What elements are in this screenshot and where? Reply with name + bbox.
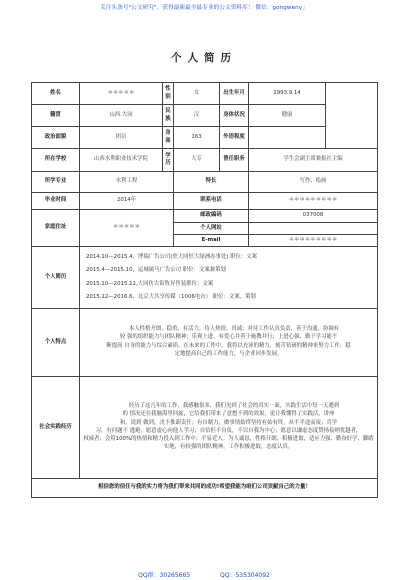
experience-item: 2015.10—2015.12,大同仿古街牧昇售装职位：文案 bbox=[86, 280, 214, 287]
grad-label: 毕业时间 bbox=[32, 193, 80, 210]
height-label: 身高 bbox=[163, 127, 174, 149]
email-label: E-mail bbox=[174, 235, 249, 247]
traits-line: 断提高 自身的能力与综合素质。在未来的工作中，我将以充沛的精力，刻苦钻研的精神来努力工作，稳 bbox=[106, 342, 351, 349]
address-label: 家庭住址 bbox=[32, 210, 80, 247]
school-value: 山西水利职业技术学院 bbox=[80, 149, 163, 172]
traits-line: 本人性格开朗、稳重、有活力，待人热情、真诚；对待工作认真负责，善于沟通、协调有 bbox=[128, 325, 340, 332]
address-value: ＊＊＊＊＊ bbox=[80, 210, 174, 247]
footer-qq-group: QQ群：30265665 bbox=[138, 572, 191, 579]
footer-qq: QQ：535304092 bbox=[220, 572, 270, 579]
origin-label: 籍贯 bbox=[32, 105, 80, 127]
gender-label: 性别 bbox=[163, 83, 174, 105]
email-value: ＊＊＊＊＊＊＊＊＊ bbox=[249, 235, 378, 247]
birth-label: 出生年月 bbox=[220, 83, 249, 105]
traits-line: 定地提高自己的工作能力，与企业同步发展。 bbox=[174, 350, 283, 357]
social-line: 的 情况还在我脑海里回旋，它给我们带来了意想不到的效果，更让我懂得了实践活，讲座 bbox=[122, 411, 335, 418]
social-line: 权威者；会用100%的热情和精力投入到工作中；平易近人。为人诚恳，性格开朗，积极进取，适应力强、勤奋好学、脚踏实地，有较强的团队精神，工作积极进取，态度认真。 bbox=[83, 436, 374, 450]
skill-value: 写作、绘画 bbox=[249, 172, 378, 193]
health-value: 健康 bbox=[249, 105, 326, 127]
name-value: ＊＊＊＊＊ bbox=[80, 83, 163, 105]
social-text bbox=[80, 377, 378, 479]
zip-value: 037008 bbox=[249, 210, 378, 223]
zip-label: 邮政编码 bbox=[174, 210, 249, 223]
origin-value: 山西.大同 bbox=[80, 105, 163, 127]
birth-value: 1993.9.14 bbox=[249, 83, 326, 105]
edu-label: 学历 bbox=[163, 149, 174, 172]
phone-value: ＊＊＊＊＊＊＊＊＊ bbox=[249, 193, 378, 210]
photo-placeholder bbox=[326, 83, 378, 149]
experience-item: 2015.4—2015.10，运城属马广告公司 职位：文案兼策划 bbox=[86, 267, 226, 274]
social-line: 经历了这几年的工作，我感触很多，我们见到了社会的真实一面，实践生活中每一天遇到 bbox=[128, 403, 340, 410]
traits-line: 较 强的组织能力与团队精神；乐观上进、有爱心并善于施教并行；上进心强、勤于学习能不 bbox=[119, 334, 338, 341]
page-title: 个人简历 bbox=[171, 52, 237, 64]
health-label: 身体状况 bbox=[220, 105, 249, 127]
resume-table bbox=[31, 82, 378, 498]
motto: 相信您的信任与我的实力将为我们带来共同的成功!希望我能为咱们公司贡献自己的力量！ bbox=[32, 479, 378, 498]
major-value: 水利工程 bbox=[80, 172, 174, 193]
name-label: 姓名 bbox=[32, 83, 80, 105]
post-label: 曾任职务 bbox=[220, 149, 249, 172]
political-label: 政治面貌 bbox=[32, 127, 80, 149]
footer bbox=[0, 570, 408, 579]
edu-value: 大专 bbox=[174, 149, 220, 172]
height-value: 163 bbox=[174, 127, 220, 149]
experience-item: 2014.10—2015.4，博瑞广告公司(驻大同恒大绿洲办事处) 职位：文案 bbox=[86, 253, 258, 260]
lang-label: 外语程度 bbox=[220, 127, 249, 149]
social-label: 社会实践经历 bbox=[32, 377, 80, 479]
site-value bbox=[249, 223, 378, 235]
social-line: 习，有问题不 逃避，愿意虚心向他人学习；自信但不自负，不以自我为中心；愿意以谦虚态度赞扬接纳优越者， bbox=[95, 428, 362, 434]
school-label: 所在学校 bbox=[32, 149, 80, 172]
ethnic-value: 汉 bbox=[174, 105, 220, 127]
phone-label: 联系电话 bbox=[174, 193, 249, 210]
experience-label: 个人简历 bbox=[32, 247, 80, 309]
lang-value bbox=[249, 127, 326, 149]
grad-value: 2014年 bbox=[80, 193, 174, 210]
post-value: 学生会副主席兼报社主编 bbox=[249, 149, 378, 172]
top-banner: 关注头条号"公文研究"，获得最新最全最专业的公文资料库！ 微信：gongweny」 bbox=[100, 5, 308, 11]
major-label: 所学专业 bbox=[32, 172, 80, 193]
traits-label: 个人特点 bbox=[32, 309, 80, 377]
political-value: 团员 bbox=[80, 127, 163, 149]
skill-label: 特长 bbox=[174, 172, 249, 193]
ethnic-label: 民族 bbox=[163, 105, 174, 127]
gender-value: 女 bbox=[174, 83, 220, 105]
social-line: 和，说到 做到，决不推卸责任；有自制力，做事情始终坚持有始有终，从不半途而废；肯学 bbox=[119, 419, 338, 426]
experience-list bbox=[80, 247, 378, 309]
traits-text bbox=[80, 309, 378, 377]
experience-item: 2015.12—2016.6，北京大共享传媒（1006电台） 职位：文案、策划 bbox=[86, 293, 256, 300]
site-label: 个人网站 bbox=[174, 223, 249, 235]
